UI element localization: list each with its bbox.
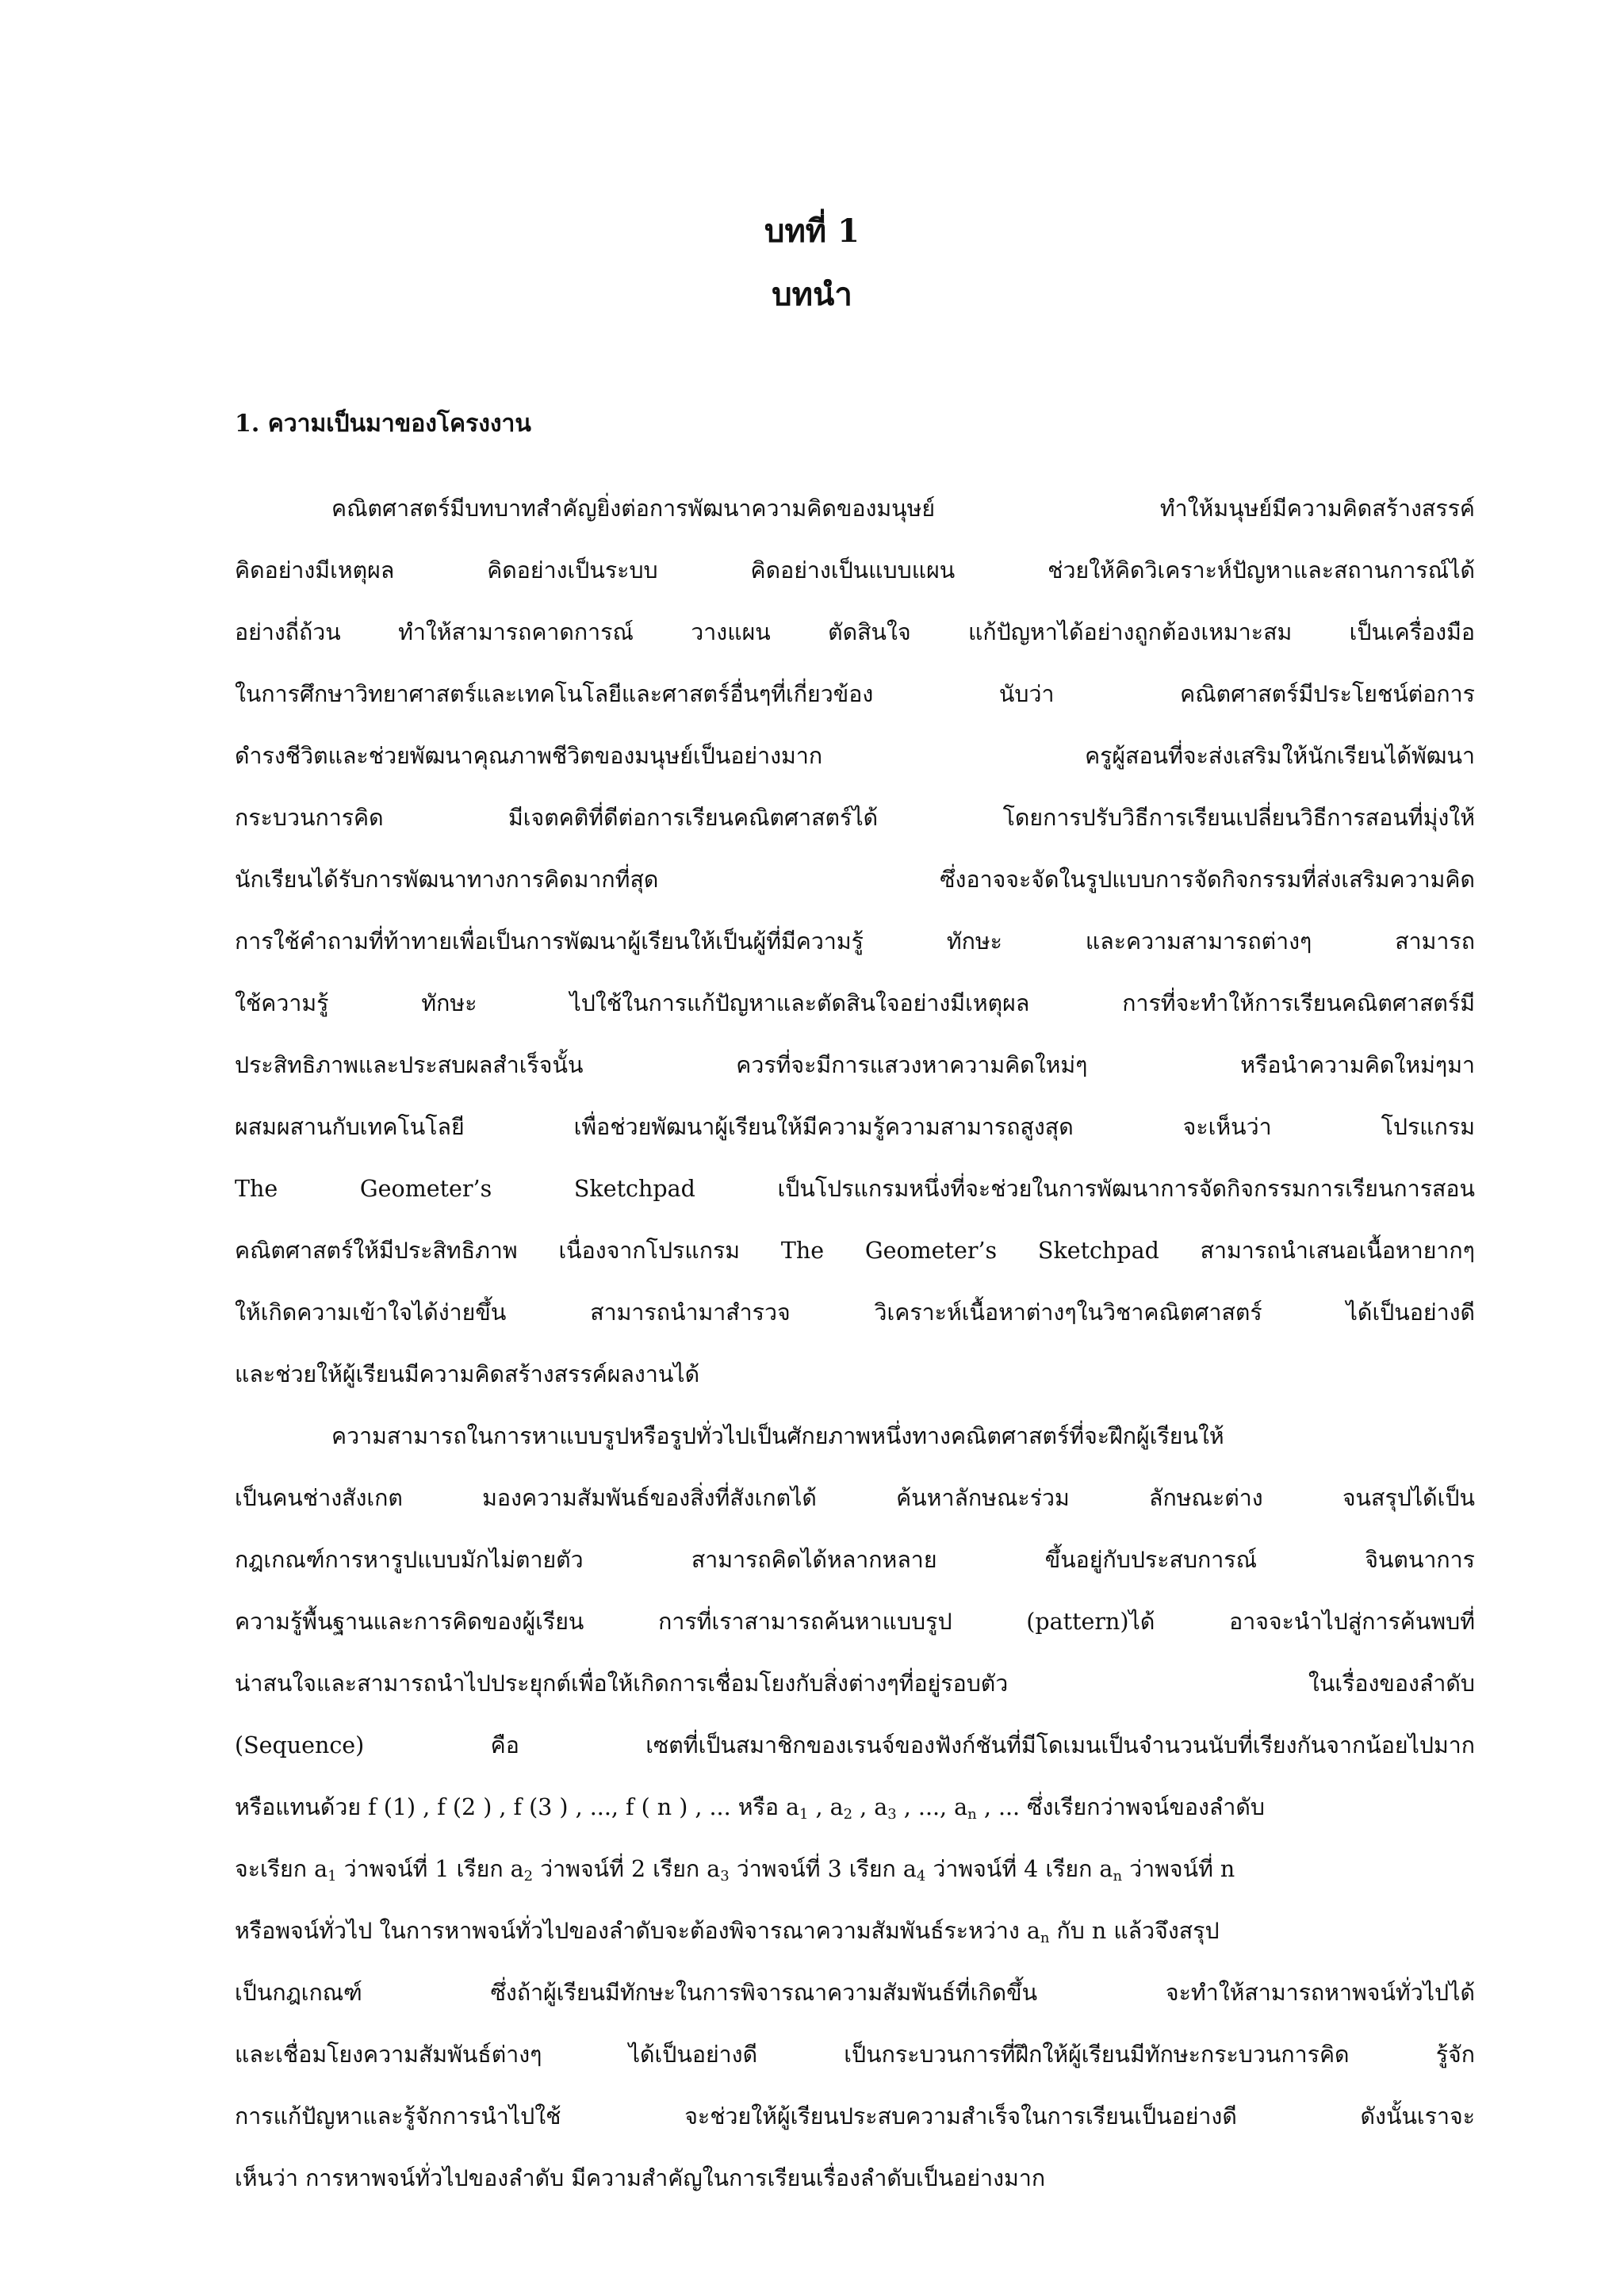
paragraph-line: นักเรียนได้รับการพัฒนาทางการคิดมากที่สุด ซึ่งอาจจะจัดในรูปแบบการจัดกิจกรรมที่ส่งเสริมความคิด bbox=[235, 867, 1475, 893]
terms-text: จะเรียก a bbox=[235, 1856, 328, 1882]
subscript: 2 bbox=[523, 1868, 534, 1885]
subscript: 2 bbox=[843, 1806, 853, 1823]
paragraph-line: คิดอย่างมีเหตุผล คิดอย่างเป็นระบบ คิดอย่างเป็นแบบแผน ช่วยให้คิดวิเคราะห์ปัญหาและสถานการณ์ได้ bbox=[235, 557, 1475, 584]
notation-text: หรือแทนด้วย f (1) , f (2 ) , f (3 ) , ..., f ( n ) , ... หรือ a bbox=[235, 1794, 799, 1820]
subscript: 1 bbox=[799, 1806, 809, 1823]
subscript: n bbox=[1040, 1930, 1050, 1946]
subscript: 3 bbox=[887, 1806, 897, 1823]
notation-text: , ..., a bbox=[896, 1794, 968, 1820]
subscript: 1 bbox=[327, 1868, 337, 1885]
terms-text: ว่าพจน์ที่ 3 เรียก a bbox=[729, 1856, 917, 1882]
paragraph-line: เป็นคนช่างสังเกต มองความสัมพันธ์ของสิ่งที่สังเกตได้ ค้นหาลักษณะร่วม ลักษณะต่าง จนสรุปได้เป็น bbox=[235, 1485, 1475, 1511]
terms-text: ว่าพจน์ที่ 2 เรียก a bbox=[533, 1856, 721, 1882]
notation-text: , ... ซึ่งเรียกว่าพจน์ของลำดับ bbox=[976, 1794, 1266, 1820]
paragraph-line: เห็นว่า การหาพจน์ทั่วไปของลำดับ มีความสำคัญในการเรียนเรื่องลำดับเป็นอย่างมาก bbox=[235, 2165, 1046, 2191]
paragraph-line: ประสิทธิภาพและประสบผลสำเร็จนั้น ควรที่จะมีการแสวงหาความคิดใหม่ๆ หรือนำความคิดใหม่ๆมา bbox=[235, 1052, 1475, 1078]
notation-text: , a bbox=[808, 1794, 844, 1820]
chapter-number: บทที่ 1 bbox=[764, 212, 860, 250]
chapter-title: บทนำ bbox=[772, 276, 852, 313]
subscript: 3 bbox=[720, 1868, 730, 1885]
paragraph-line: เป็นกฎเกณฑ์ ซึ่งถ้าผู้เรียนมีทักษะในการพิจารณาความสัมพันธ์ที่เกิดขึ้น จะทำให้สามารถหาพจน์ทั่วไปได้ bbox=[235, 1980, 1475, 2006]
paragraph-line: และช่วยให้ผู้เรียนมีความคิดสร้างสรรค์ผลงานได้ bbox=[235, 1361, 700, 1387]
paragraph-line: ความสามารถในการหาแบบรูปหรือรูปทั่วไปเป็นศักยภาพหนึ่งทางคณิตศาสตร์ที่จะฝึกผู้เรียนให้ bbox=[331, 1423, 1224, 1449]
subscript: 4 bbox=[916, 1868, 926, 1885]
paragraph-line: ผสมผสานกับเทคโนโลยี เพื่อช่วยพัฒนาผู้เรียนให้มีความรู้ความสามารถสูงสุด จะเห็นว่า โปรแกรม bbox=[235, 1114, 1475, 1140]
paragraph-line: และเชื่อมโยงความสัมพันธ์ต่างๆ ได้เป็นอย่างดี เป็นกระบวนการที่ฝึกให้ผู้เรียนมีทักษะกระบวนการคิด รู้จัก bbox=[235, 2042, 1475, 2068]
paragraph-line: อย่างถี่ถ้วน ทำให้สามารถคาดการณ์ วางแผน ตัดสินใจ แก้ปัญหาได้อย่างถูกต้องเหมาะสม เป็นเครื่องมือ bbox=[235, 619, 1475, 645]
paragraph-line: (Sequence) คือ เซตที่เป็นสมาชิกของเรนจ์ของฟังก์ชันที่มีโดเมนเป็นจำนวนนับที่เรียงกันจากน้อยไปมาก bbox=[235, 1732, 1475, 1758]
sequence-notation-line bbox=[235, 1784, 1265, 1831]
paragraph-line: กฎเกณฑ์การหารูปแบบมักไม่ตายตัว สามารถคิดได้หลากหลาย ขึ้นอยู่กับประสบการณ์ จินตนาการ bbox=[235, 1547, 1475, 1573]
subscript: n bbox=[1113, 1868, 1123, 1885]
paragraph-line: ในการศึกษาวิทยาศาสตร์และเทคโนโลยีและศาสตร์อื่นๆที่เกี่ยวข้อง นับว่า คณิตศาสตร์มีประโยชน์ต่อการ bbox=[235, 681, 1475, 707]
subscript: n bbox=[967, 1806, 977, 1823]
paragraph-line: ใช้ความรู้ ทักษะ ไปใช้ในการแก้ปัญหาและตัดสินใจอย่างมีเหตุผล การที่จะทำให้การเรียนคณิตศาสตร์มี bbox=[235, 990, 1475, 1016]
paragraph-line: กระบวนการคิด มีเจตคติที่ดีต่อการเรียนคณิตศาสตร์ได้ โดยการปรับวิธีการเรียนเปลี่ยนวิธีการสอนที่มุ่งให้ bbox=[235, 805, 1475, 831]
terms-text: ว่าพจน์ที่ n bbox=[1122, 1856, 1235, 1882]
sequence-terms-line bbox=[235, 1846, 1235, 1893]
section-heading: 1. ความเป็นมาของโครงงาน bbox=[235, 410, 531, 438]
general-text: หรือพจน์ทั่วไป ในการหาพจน์ทั่วไปของลำดับจะต้องพิจารณาความสัมพันธ์ระหว่าง a bbox=[235, 1918, 1040, 1944]
paragraph-line: The Geometer’s Sketchpad เป็นโปรแกรมหนึ่งที่จะช่วยในการพัฒนาการจัดกิจกรรมการเรียนการสอน bbox=[235, 1176, 1475, 1202]
notation-text: , a bbox=[852, 1794, 888, 1820]
paragraph-line: ดำรงชีวิตและช่วยพัฒนาคุณภาพชีวิตของมนุษย์เป็นอย่างมาก ครูผู้สอนที่จะส่งเสริมให้นักเรียนได้พัฒนา bbox=[235, 743, 1475, 769]
terms-text: ว่าพจน์ที่ 4 เรียก a bbox=[925, 1856, 1113, 1882]
paragraph-line: คณิตศาสตร์ให้มีประสิทธิภาพ เนื่องจากโปรแกรม The Geometer’s Sketchpad สามารถนำเสนอเนื้อหายากๆ bbox=[235, 1238, 1475, 1264]
paragraph-line: ความรู้พื้นฐานและการคิดของผู้เรียน การที่เราสามารถค้นหาแบบรูป (pattern)ได้ อาจจะนำไปสู่การค้นพบที่ bbox=[235, 1609, 1475, 1635]
general-term-line bbox=[235, 1908, 1220, 1955]
paragraph-line: น่าสนใจและสามารถนำไปประยุกต์เพื่อให้เกิดการเชื่อมโยงกับสิ่งต่างๆที่อยู่รอบตัว ในเรื่องของลำดับ bbox=[235, 1670, 1475, 1697]
terms-text: ว่าพจน์ที่ 1 เรียก a bbox=[336, 1856, 524, 1882]
paragraph-line: การแก้ปัญหาและรู้จักการนำไปใช้ จะช่วยให้ผู้เรียนประสบความสำเร็จในการเรียนเป็นอย่างดี ดังนั้นเราจะ bbox=[235, 2103, 1475, 2130]
paragraph-line: ให้เกิดความเข้าใจได้ง่ายขึ้น สามารถนำมาสำรวจ วิเคราะห์เนื้อหาต่างๆในวิชาคณิตศาสตร์ ได้เป็นอย่างดี bbox=[235, 1299, 1475, 1326]
general-text: กับ n แล้วจึงสรุป bbox=[1049, 1918, 1220, 1944]
paragraph-line: คณิตศาสตร์มีบทบาทสำคัญยิ่งต่อการพัฒนาความคิดของมนุษย์ ทำให้มนุษย์มีความคิดสร้างสรรค์ bbox=[331, 496, 1475, 522]
paragraph-line: การใช้คำถามที่ท้าทายเพื่อเป็นการพัฒนาผู้เรียนให้เป็นผู้ที่มีความรู้ ทักษะ และความสามารถต่างๆ สามารถ bbox=[235, 928, 1475, 955]
